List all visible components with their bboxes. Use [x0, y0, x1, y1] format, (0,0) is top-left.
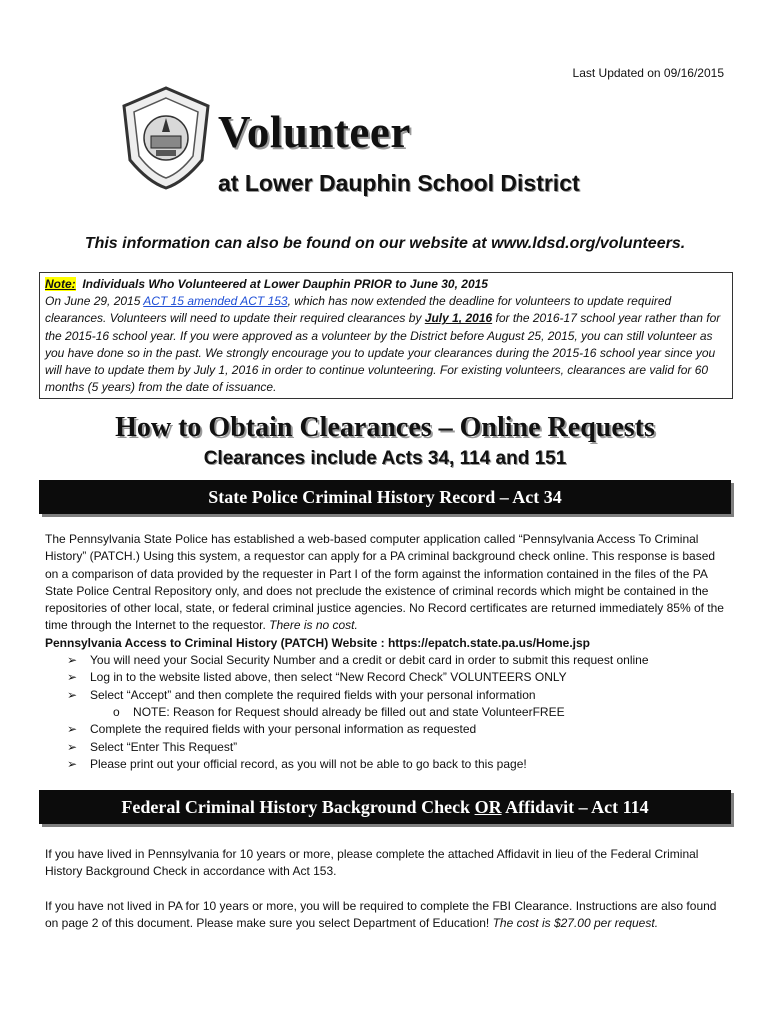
- main-subheading: Clearances include Acts 34, 114 and 151: [203, 448, 567, 469]
- list-item: ➢ Please print out your official record, as you will not be able to go back to this page!: [67, 756, 730, 773]
- arrow-bullet-icon: ➢: [67, 687, 78, 702]
- arrow-bullet-icon: ➢: [67, 722, 78, 737]
- list-item: ➢ Complete the required fields with your personal information as requested: [67, 721, 730, 738]
- act-114-paragraph-2: If you have not lived in PA for 10 years or more, you will be required to complete the FBI Clearance. Instructions are also found on page 2 of this document. Please make sure you select Department of Education! The cost is $27.00 per request.: [45, 898, 717, 930]
- page-subtitle: at Lower Dauphin School District: [218, 170, 580, 196]
- website-info-line: This information can also be found on our website at www.ldsd.org/volunteers.: [84, 235, 686, 252]
- deadline-date: July 1, 2016: [424, 311, 493, 326]
- act-34-section-bar: State Police Criminal History Record – Act 34: [39, 480, 731, 514]
- page-title: Volunteer: [218, 107, 411, 157]
- last-updated: Last Updated on 09/16/2015: [572, 66, 724, 80]
- act-34-section-body: [45, 531, 730, 773]
- act-34-steps: [45, 652, 730, 704]
- arrow-bullet-icon: ➢: [67, 670, 78, 685]
- seal-book: [151, 136, 181, 148]
- arrow-bullet-icon: ➢: [67, 739, 78, 754]
- sub-note-item: o NOTE: Reason for Request should already be filled out and state VolunteerFREE: [113, 704, 565, 719]
- patch-website-line: Pennsylvania Access to Criminal History (PATCH) Website : https://epatch.state.pa.us/Home.jsp: [45, 635, 591, 650]
- arrow-bullet-icon: ➢: [67, 653, 78, 668]
- list-item: ➢ You will need your Social Security Number and a credit or debit card in order to submit this request online: [67, 652, 730, 669]
- list-item: ➢ Select “Enter This Request”: [67, 739, 730, 756]
- arrow-bullet-icon: ➢: [67, 756, 78, 771]
- act-114-section-bar: Federal Criminal History Background Check OR Affidavit – Act 114: [39, 790, 731, 824]
- note-heading: Individuals Who Volunteered at Lower Dauphin PRIOR to June 30, 2015: [82, 277, 488, 291]
- school-seal-logo: [118, 86, 214, 190]
- list-item: ➢ Select “Accept” and then complete the required fields with your personal information: [67, 687, 730, 704]
- act-114-paragraph-1: If you have lived in Pennsylvania for 10 years or more, please complete the attached Affidavit in lieu of the Federal Criminal History Background Check in accordance with Act 153.: [45, 847, 699, 879]
- seal-base: [156, 150, 176, 156]
- note-body: On June 29, 2015 ACT 15 amended ACT 153, which has now extended the deadline for volunteers to update required clearances. Volunteers will need to update their required clearances by July 1, 2016 for the 2016-17 school year rather than for the 2015-16 school year. If you were approved as a volunteer by the District before August 25, 2015, you can still volunteer as you have done so in the past. We strongly encourage you to update your clearances during the 2015-16 school year since you will have to update them by July 1, 2016 in order to continue volunteering. For existing volunteers, clearances are valid for 60 months (5 years) from the date of issuance.: [45, 294, 721, 395]
- act-114-section-body: [45, 846, 730, 932]
- note-box: [39, 272, 733, 399]
- circle-bullet-icon: o: [113, 704, 120, 719]
- act-34-paragraph: The Pennsylvania State Police has established a web-based computer application called “Pennsylvania Access To Criminal History” (PATCH.) Using this system, a requestor can apply for a PA criminal background check online. This response is based on a comparison of data provided by the requester in Part I of the form against the information contained in the files of the PA State Police Central Repository only, and does not preclude the existence of criminal records which might be contained in the repositories of other local, state, or federal criminal justice agencies. No Record certificates are returned immediately 85% of the time through the Internet to the requestor. There is no cost.: [45, 532, 724, 633]
- act-15-link[interactable]: ACT 15 amended ACT 153: [143, 294, 288, 309]
- note-label: Note:: [45, 277, 76, 291]
- list-item: ➢ Log in to the website listed above, then select “New Record Check” VOLUNTEERS ONLY: [67, 669, 730, 686]
- act-34-steps-continued: [45, 721, 730, 773]
- main-heading: How to Obtain Clearances – Online Requests: [115, 412, 655, 443]
